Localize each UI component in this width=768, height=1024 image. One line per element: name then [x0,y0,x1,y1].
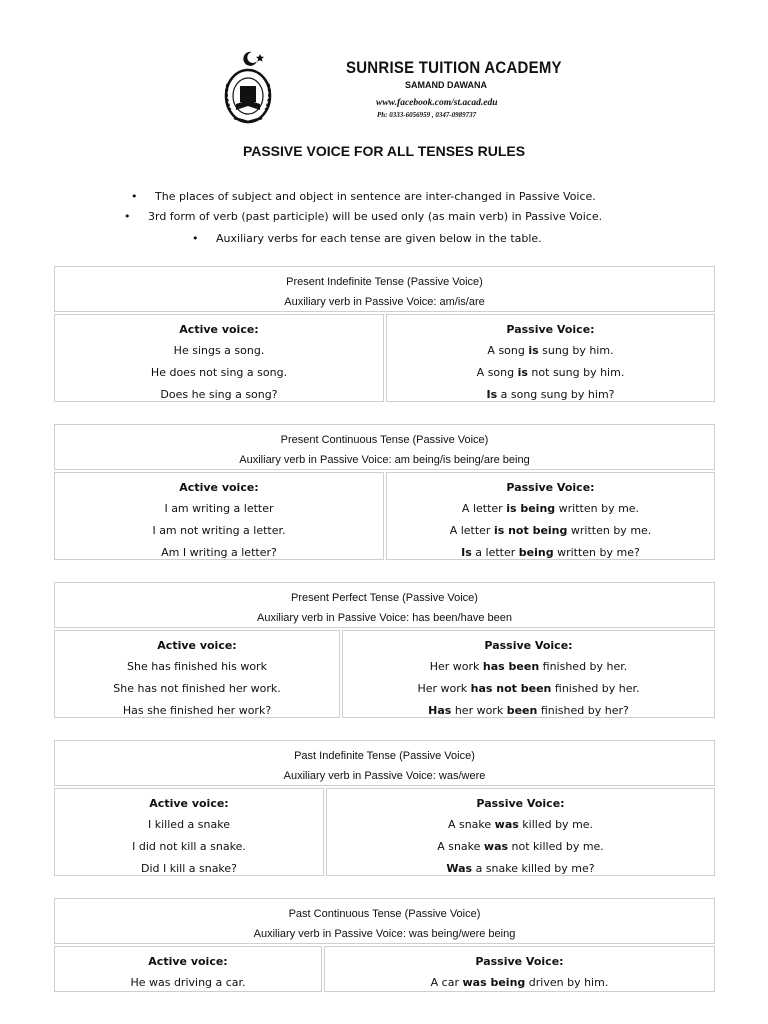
active-example: I am not writing a letter. [152,524,286,537]
section-aux-verb: Auxiliary verb in Passive Voice: was/were [283,770,486,782]
active-voice-heading: Active voice: [179,481,259,494]
active-voice-cell [54,788,324,876]
active-example: Has she finished her work? [122,704,272,717]
sentence-text: finished by her. [539,660,628,673]
sentence-text: A song [487,344,529,357]
tense-section [54,582,715,720]
sentence-text: sung by him. [538,344,614,357]
passive-example [327,818,714,831]
passive-voice-cell [326,788,715,876]
sentence-text: finished by her? [537,704,629,717]
sentence-text: driven by him. [525,976,609,989]
section-aux-verb: Auxiliary verb in Passive Voice: has been/have been [257,612,512,624]
auxiliary-verb-text: was [494,818,519,831]
sentence-text: not killed by me. [508,840,604,853]
auxiliary-verb-text: has not been [470,682,552,695]
section-title: Present Continuous Tense (Passive Voice) [280,434,489,446]
sentence-text: A song [476,366,518,379]
section-aux-verb: Auxiliary verb in Passive Voice: am/is/are [284,296,485,308]
tense-section [54,898,715,994]
section-header [54,740,715,786]
auxiliary-verb-text: being [518,546,554,559]
list-item [124,210,603,223]
active-example: He does not sing a song. [150,366,288,379]
passive-voice-heading: Passive Voice: [484,639,573,652]
academy-phone: Ph: 0333-6056959 , 0347-0989737 [377,111,477,119]
list-item-text: The places of subject and object in sentence are inter-changed in Passive Voice. [155,190,596,203]
active-voice-cell [54,630,340,718]
section-header [54,266,715,312]
auxiliary-verb-text: is being [506,502,556,515]
active-example: He was driving a car. [130,976,246,989]
academy-website: www.facebook.com/st.acad.edu [376,98,498,108]
passive-example [343,660,714,673]
passive-example [387,388,714,401]
auxiliary-verb-text: was being [462,976,526,989]
passive-example [343,682,714,695]
section-header [54,424,715,470]
active-example: Am I writing a letter? [161,546,277,559]
auxiliary-verb-text: Is [461,546,472,559]
passive-voice-cell [386,472,715,560]
list-item-text: 3rd form of verb (past participle) will be used only (as main verb) in Passive Voice. [148,210,603,223]
bullet-icon: • [192,232,199,245]
sentence-text: a snake killed by me? [472,862,595,875]
active-voice-cell [54,946,322,992]
academy-logo-icon [222,50,274,126]
active-voice-heading: Active voice: [148,955,228,968]
sentence-text: A letter [449,524,494,537]
sentence-text: A letter [461,502,507,515]
sentence-text: written by me. [555,502,640,515]
passive-example [327,862,714,875]
tense-section [54,740,715,878]
sentence-text: A snake [447,818,495,831]
active-example: I killed a snake [148,818,230,831]
section-aux-verb: Auxiliary verb in Passive Voice: was being/were being [253,928,516,940]
section-header [54,582,715,628]
passive-voice-cell [386,314,715,402]
passive-voice-heading: Passive Voice: [506,481,595,494]
auxiliary-verb-text: is not being [493,524,568,537]
active-voice-heading: Active voice: [149,797,229,810]
passive-voice-cell [324,946,715,992]
active-example: Did I kill a snake? [140,862,238,875]
sentence-text: A car [430,976,463,989]
sentence-text: not sung by him. [527,366,625,379]
list-item [131,190,596,203]
tense-section [54,266,715,404]
list-item-text: Auxiliary verbs for each tense are given below in the table. [216,232,542,245]
active-example: Does he sing a song? [160,388,278,401]
active-voice-cell [54,314,384,402]
passive-voice-heading: Passive Voice: [506,323,595,336]
auxiliary-verb-text: Has [428,704,452,717]
sentence-text: A snake [437,840,484,853]
section-aux-verb: Auxiliary verb in Passive Voice: am being/is being/are being [239,454,530,466]
bullet-icon: • [131,190,138,203]
passive-example [387,546,714,559]
sentence-text: her work [451,704,507,717]
passive-voice-heading: Passive Voice: [475,955,564,968]
auxiliary-verb-text: has been [482,660,540,673]
sentence-text: Her work [417,682,471,695]
auxiliary-verb-text: Is [486,388,498,401]
sentence-text: finished by her. [551,682,640,695]
active-voice-cell [54,472,384,560]
active-voice-heading: Active voice: [179,323,259,336]
bullet-icon: • [124,210,131,223]
auxiliary-verb-text: Was [446,862,473,875]
sentence-text: written by me? [553,546,640,559]
sentence-text: a letter [471,546,519,559]
tense-section [54,424,715,562]
passive-example [387,366,714,379]
page-title: PASSIVE VOICE FOR ALL TENSES RULES [242,143,526,159]
section-title: Past Continuous Tense (Passive Voice) [288,908,481,920]
sentence-text: Her work [429,660,483,673]
auxiliary-verb-text: been [506,704,538,717]
section-title: Present Indefinite Tense (Passive Voice) [286,276,483,288]
sentence-text: a song sung by him? [497,388,615,401]
passive-example [325,976,714,989]
active-example: I did not kill a snake. [132,840,246,853]
passive-example [343,704,714,717]
auxiliary-verb-text: is [517,366,528,379]
section-title: Past Indefinite Tense (Passive Voice) [294,750,475,762]
list-item [192,232,542,245]
passive-example [387,524,714,537]
section-header [54,898,715,944]
active-example: She has not finished her work. [113,682,281,695]
passive-voice-heading: Passive Voice: [476,797,565,810]
auxiliary-verb-text: is [528,344,539,357]
sentence-text: killed by me. [518,818,594,831]
passive-example [387,344,714,357]
passive-example [387,502,714,515]
passive-example [327,840,714,853]
auxiliary-verb-text: was [483,840,509,853]
section-title: Present Perfect Tense (Passive Voice) [291,592,478,604]
academy-name: SUNRISE TUITION ACADEMY [346,58,562,77]
academy-location: SAMAND DAWANA [405,80,487,90]
active-example: I am writing a letter [164,502,274,515]
active-voice-heading: Active voice: [157,639,237,652]
active-example: He sings a song. [173,344,265,357]
academy-header [0,44,768,134]
active-example: She has finished his work [127,660,267,673]
passive-voice-cell [342,630,715,718]
sentence-text: written by me. [567,524,652,537]
